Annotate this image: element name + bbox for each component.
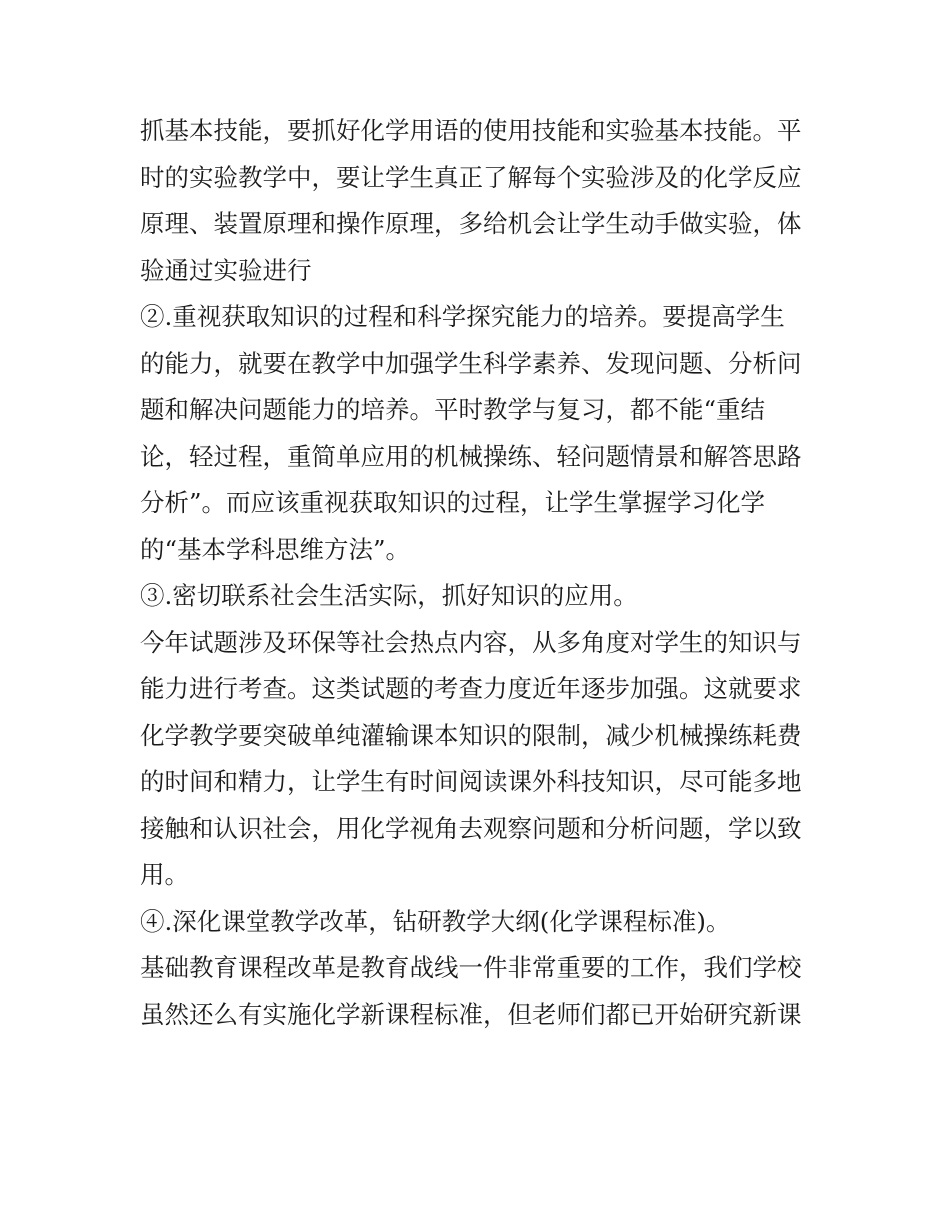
text-line: 基础教育课程改革是教育战线一件非常重要的工作，我们学校 xyxy=(140,953,802,982)
text-line: 用。 xyxy=(140,860,189,889)
text-line: 抓基本技能，要抓好化学用语的使用技能和实验基本技能。平 xyxy=(140,116,802,145)
text-line: 验通过实验进行 xyxy=(140,255,312,285)
text-line: 虽然还么有实施化学新课程标准，但老师们都已开始研究新课 xyxy=(140,999,802,1029)
text-line: 题和解决问题能力的培养。平时教学与复习，都不能“重结 xyxy=(140,395,766,424)
text-line: 原理、装置原理和操作原理，多给机会让学生动手做实验，体 xyxy=(140,209,802,238)
text-line: 化学教学要突破单纯灌输课本知识的限制，减少机械操练耗费 xyxy=(140,720,802,750)
text-line: 分析”。而应该重视获取知识的过程，让学生掌握学习化学 xyxy=(140,488,766,517)
text-line: 的“基本学科思维方法”。 xyxy=(140,534,411,564)
document-body xyxy=(140,108,820,1038)
text-line: 的时间和精力，让学生有时间阅读课外科技知识，尽可能多地 xyxy=(140,767,802,796)
text-line: 的能力，就要在教学中加强学生科学素养、发现问题、分析问 xyxy=(140,348,802,378)
text-line: ④.深化课堂教学改革，钻研教学大纲(化学课程标准)。 xyxy=(140,906,731,936)
text-line: 时的实验教学中，要让学生真正了解每个实验涉及的化学反应 xyxy=(140,162,802,192)
text-line: 能力进行考查。这类试题的考查力度近年逐步加强。这就要求 xyxy=(140,674,802,703)
text-line: 今年试题涉及环保等社会热点内容，从多角度对学生的知识与 xyxy=(140,627,802,657)
text-line: 接触和认识社会，用化学视角去观察问题和分析问题，学以致 xyxy=(140,813,802,843)
text-line: 论，轻过程，重简单应用的机械操练、轻问题情景和解答思路 xyxy=(140,441,802,471)
text-line: ③.密切联系社会生活实际，抓好知识的应用。 xyxy=(140,581,638,610)
text-line: ②.重视获取知识的过程和科学探究能力的培养。要提高学生 xyxy=(140,302,785,331)
